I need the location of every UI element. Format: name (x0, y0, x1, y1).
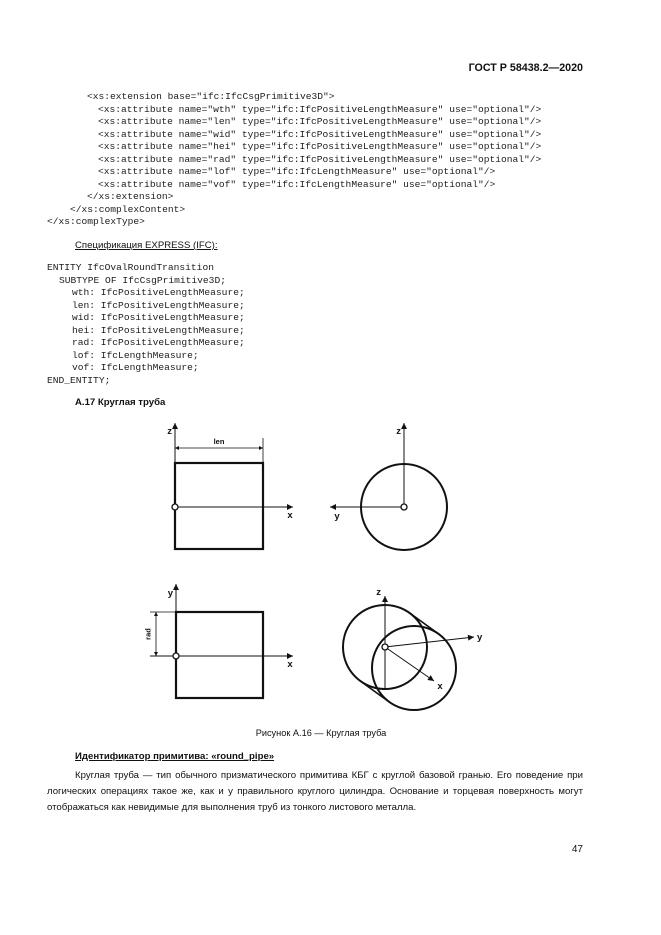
y-axis-label: y (334, 511, 340, 522)
code-line: <xs:attribute name="hei" type="ifc:IfcPositiveLengthMeasure" use="optional"/> (98, 141, 542, 152)
figure-round-pipe (120, 410, 500, 720)
length-label: len (213, 437, 225, 446)
code-line: vof: IfcLengthMeasure; (72, 362, 199, 373)
express-spec-heading: Спецификация EXPRESS (IFC): (75, 240, 218, 251)
code-line: len: IfcPositiveLengthMeasure; (72, 299, 245, 311)
radius-label: rad (143, 628, 153, 640)
paragraph-line: логических операциях такое же, как и у правильного круглого цилиндра. Основание и торцевая поверхность могут (47, 786, 583, 797)
y-axis-label: y (477, 632, 483, 643)
code-line: <xs:attribute name="wth" type="ifc:IfcPositiveLengthMeasure" use="optional"/> (98, 103, 542, 115)
code-line: <xs:attribute name="wid" type="ifc:IfcPositiveLengthMeasure" use="optional"/> (98, 128, 542, 140)
code-line: <xs:extension base="ifc:IfcCsgPrimitive3D"> (87, 91, 335, 102)
pipe-top-outline (176, 612, 263, 698)
code-line: </xs:extension> (87, 191, 174, 202)
code-line: <xs:attribute name="len" type="ifc:IfcPositiveLengthMeasure" use="optional"/> (98, 116, 542, 127)
z-axis-label: z (376, 587, 381, 598)
figure-caption: Рисунок А.16 — Круглая труба (255, 728, 387, 738)
y-axis (385, 637, 474, 647)
origin-marker (382, 644, 388, 650)
origin-marker (173, 653, 179, 659)
front-view (167, 423, 293, 549)
x-axis-label: x (287, 510, 293, 521)
code-line: <xs:attribute name="rad" type="ifc:IfcPositiveLengthMeasure" use="optional"/> (98, 153, 542, 165)
express-spec-code (47, 262, 245, 387)
z-axis-label: z (396, 426, 401, 437)
code-line: hei: IfcPositiveLengthMeasure; (72, 324, 245, 336)
code-line: <xs:attribute name="vof" type="ifc:IfcLengthMeasure" use="optional"/> (98, 178, 496, 190)
z-axis-label: z (167, 426, 172, 437)
description-paragraph (47, 768, 583, 816)
isometric-view (343, 587, 483, 710)
code-line: </xs:complexContent> (70, 203, 186, 215)
page-number: 47 (571, 844, 583, 855)
code-line: wth: IfcPositiveLengthMeasure; (72, 287, 245, 298)
origin-marker (172, 504, 178, 510)
code-line: <xs:attribute name="lof" type="ifc:IfcLengthMeasure" use="optional"/> (98, 166, 496, 177)
code-line: </xs:complexType> (47, 216, 145, 227)
x-axis-label: x (437, 681, 443, 692)
code-line: END_ENTITY; (47, 374, 111, 386)
standard-designation: ГОСТ Р 58438.2—2020 (468, 62, 583, 74)
code-line: wid: IfcPositiveLengthMeasure; (72, 312, 245, 323)
code-line: rad: IfcPositiveLengthMeasure; (72, 337, 245, 348)
paragraph-line: Круглая труба — тип обычного призматического примитива КБГ с круглой базовой гранью. Его поведение при (75, 770, 583, 781)
code-line: lof: IfcLengthMeasure; (72, 349, 199, 361)
x-axis-label: x (287, 659, 293, 670)
code-line: SUBTYPE OF IfcCsgPrimitive3D; (59, 274, 226, 286)
top-view (144, 584, 294, 698)
pipe-front-outline (175, 463, 263, 549)
code-line: ENTITY IfcOvalRoundTransition (47, 262, 214, 273)
xml-schema-code (47, 91, 541, 229)
primitive-identifier: Идентификатор примитива: «round_pipe» (75, 751, 275, 762)
paragraph-line: отображаться как невидимые для выполнения труб из тонкого листового металла. (47, 802, 417, 813)
side-view (330, 423, 447, 550)
origin-marker (401, 504, 407, 510)
y-axis-label: y (167, 588, 173, 599)
section-title: А.17 Круглая труба (75, 397, 166, 408)
